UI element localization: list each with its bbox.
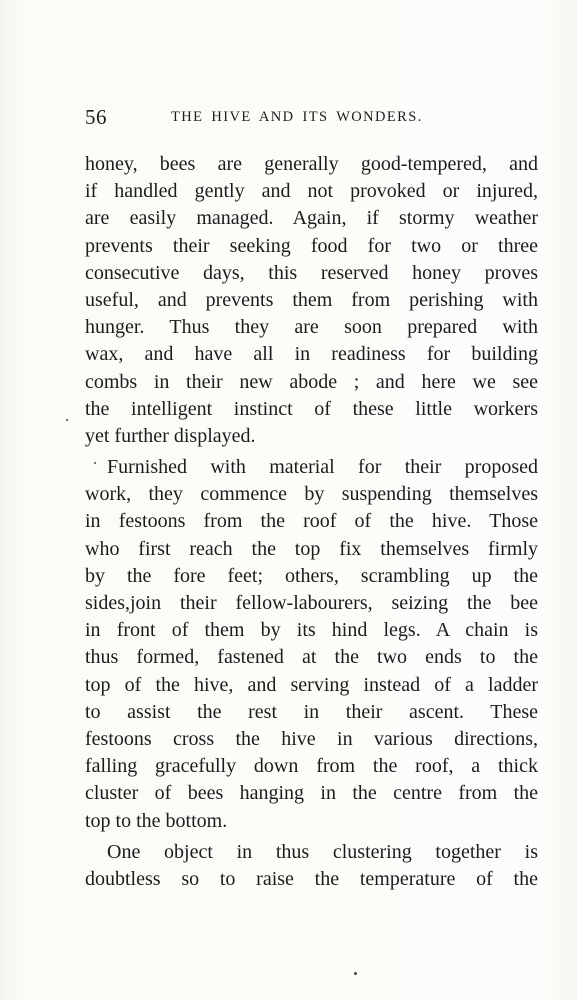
running-head: THE HIVE AND ITS WONDERS. [171,109,423,125]
paragraph [85,454,538,835]
text-line: honey, bees are generally good-tempered, and [85,153,538,175]
text-line: top to the bottom. [85,809,228,832]
ink-speck [94,462,96,464]
text-line: useful, and prevents them from perishing with [85,288,538,311]
text-line: who first reach the top fix themselves firmly [85,537,538,560]
text-line: doubtless so to raise the temperature of the [85,867,538,890]
text-line: One object in thus clustering together is [107,840,538,863]
text-line: in festoons from the roof of the hive. Those [85,510,538,533]
text-line: combs in their new abode ; and here we see [85,370,538,393]
text-line: sides,join their fellow-labourers, seizing the bee [85,592,538,614]
text-line: if handled gently and not provoked or injured, [85,180,538,203]
text-line: consecutive days, this reserved honey proves [85,261,538,284]
text-line: festoons cross the hive in various directions, [85,727,538,750]
text-line: work, they commence by suspending themselves [85,483,538,506]
text-line: top of the hive, and serving instead of a ladder [85,673,538,696]
text-line: in front of them by its hind legs. A chain is [85,619,538,642]
ink-speck [354,972,357,975]
page-header [85,104,541,130]
text-line: cluster of bees hanging in the centre from the [85,782,538,805]
text-line: by the fore feet; others, scrambling up the [85,564,538,587]
page-number: 56 [85,105,107,129]
text-line: yet further displayed. [85,424,256,447]
text-line: wax, and have all in readiness for building [85,343,538,366]
paragraph [85,151,538,450]
text-line: hunger. Thus they are soon prepared with [85,316,538,339]
body-text [85,151,538,893]
text-line: thus formed, fastened at the two ends to the [85,646,538,669]
text-line: prevents their seeking food for two or three [85,234,538,257]
text-line: Furnished with material for their proposed [107,456,538,479]
text-line: the intelligent instinct of these little workers [85,397,538,420]
text-line: to assist the rest in their ascent. These [85,700,538,723]
text-line: are easily managed. Again, if stormy weather [85,207,538,230]
text-line: falling gracefully down from the roof, a thick [85,755,538,778]
paragraph [85,839,538,893]
ink-speck [66,419,68,421]
